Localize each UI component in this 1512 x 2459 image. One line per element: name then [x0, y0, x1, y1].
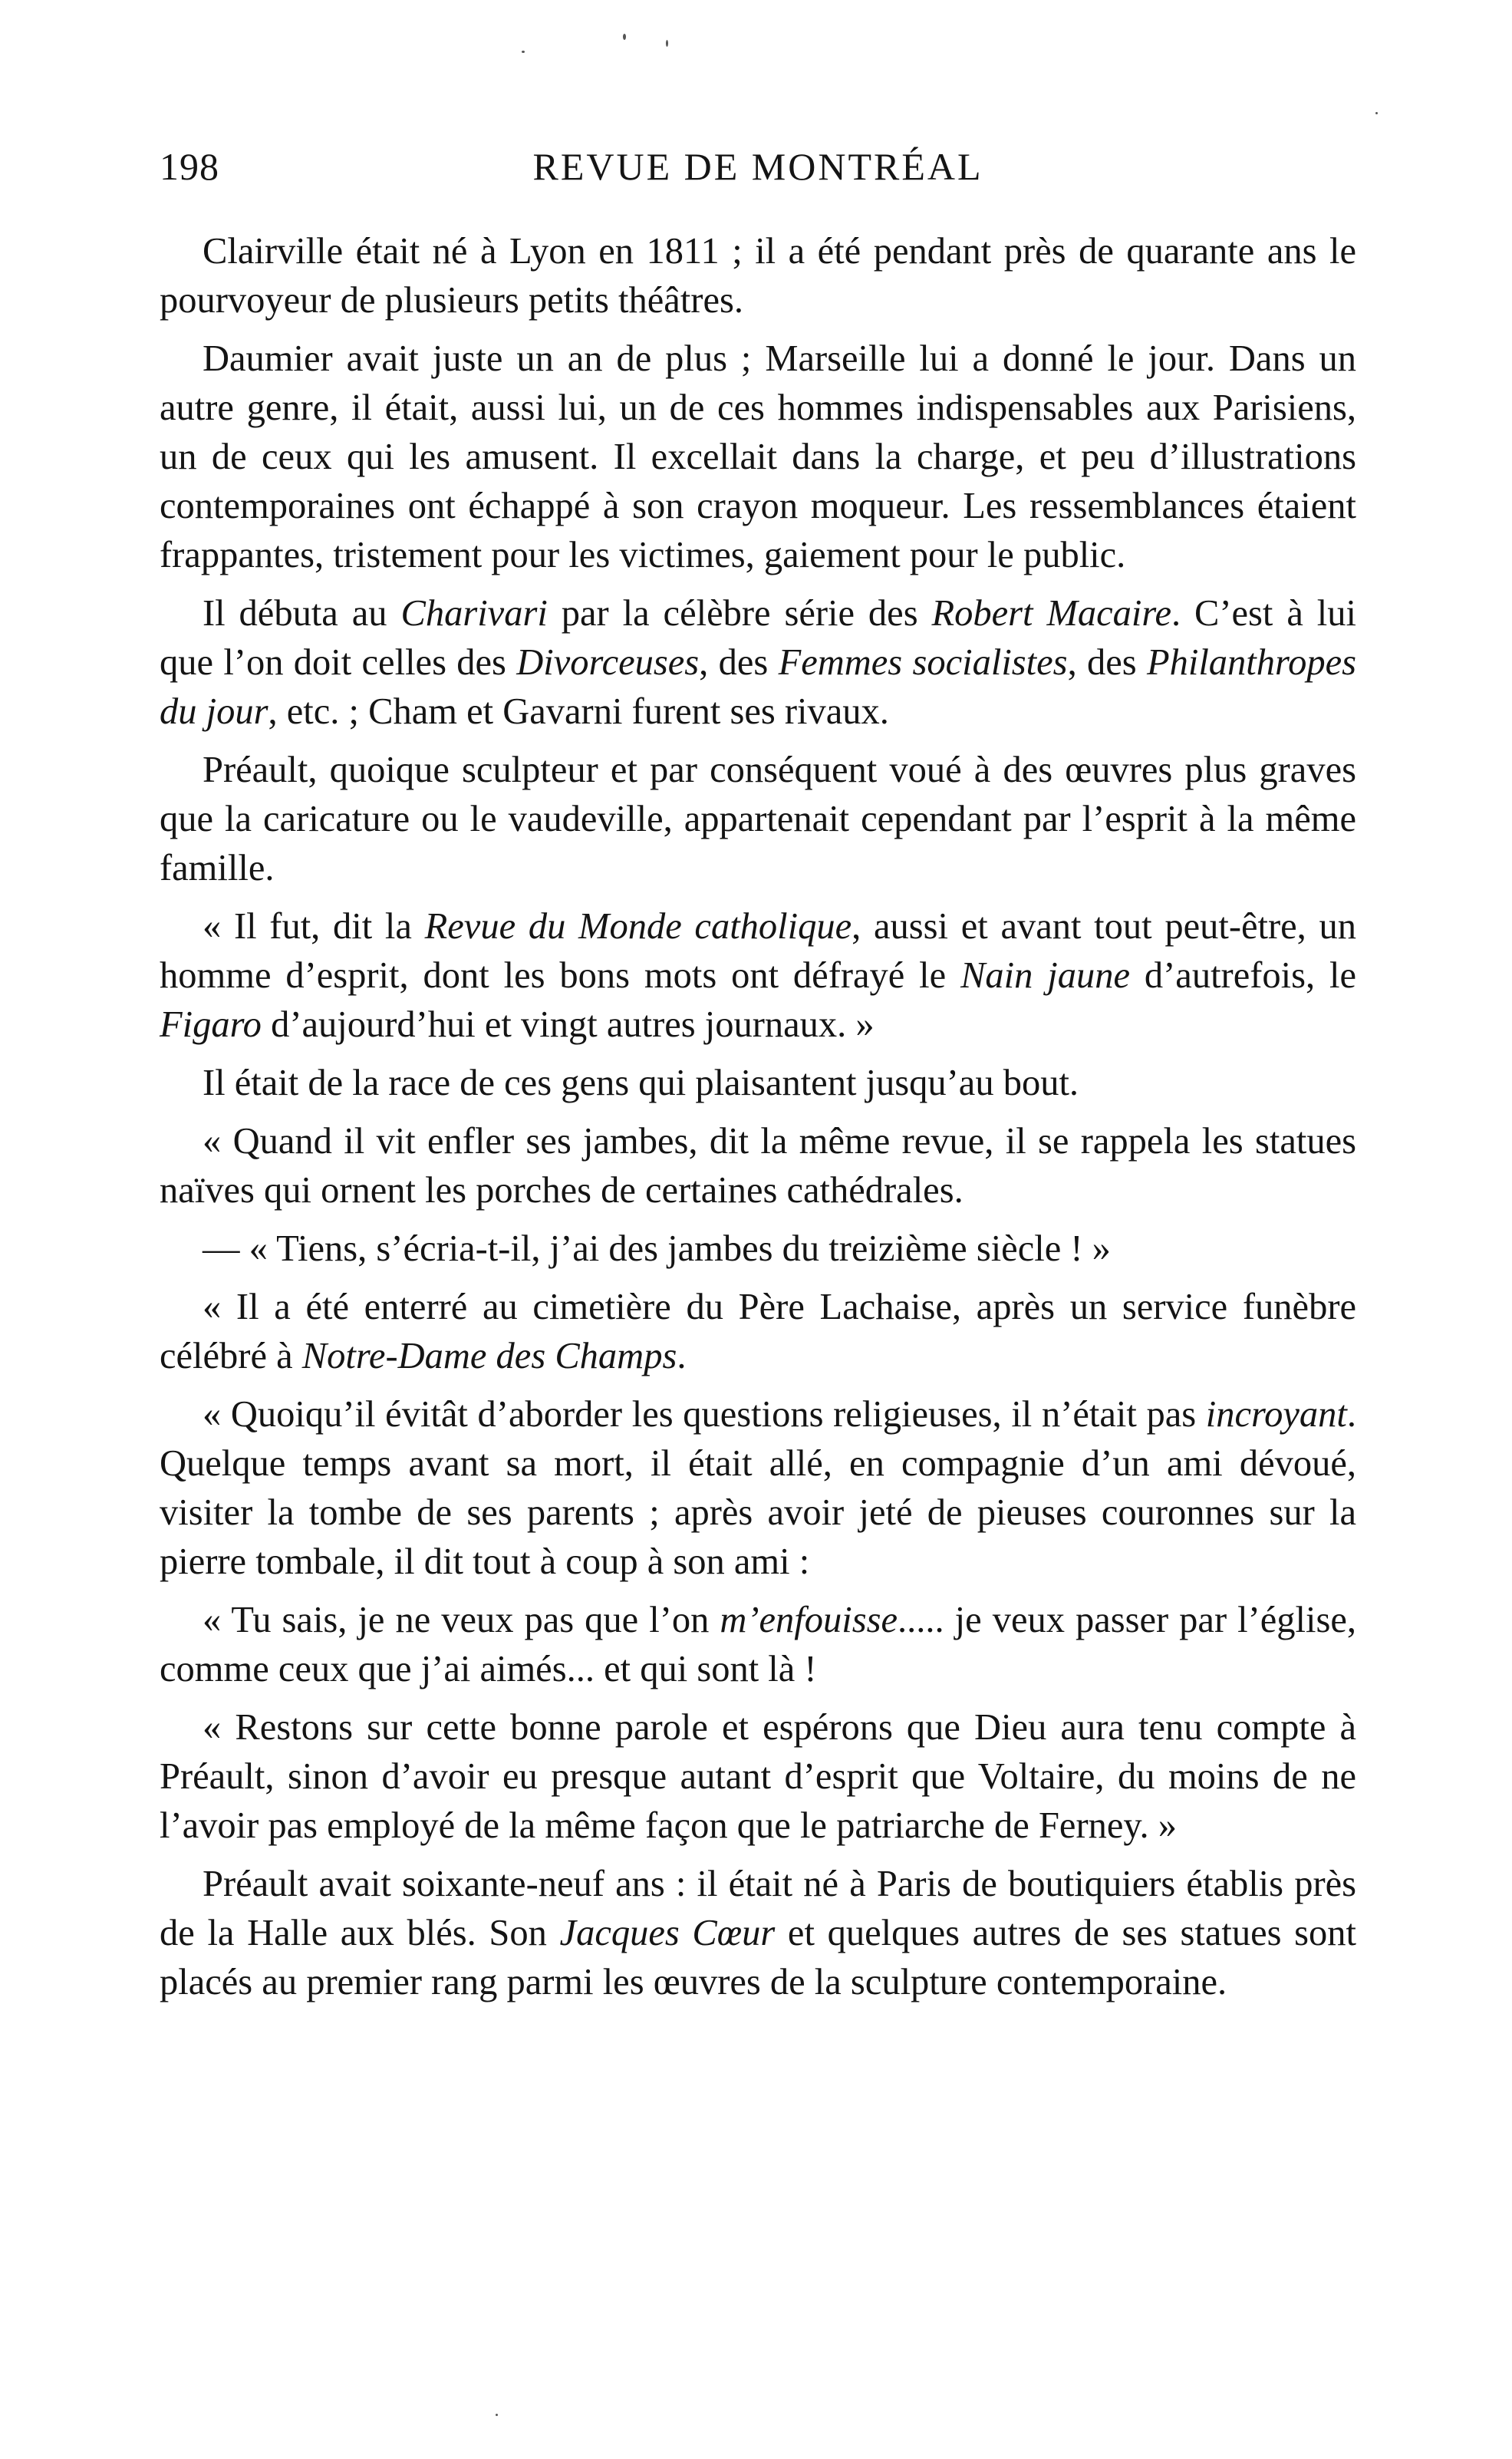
text-run: « Quoiqu’il évitât d’aborder les questions religieuses, il n’était pas: [203, 1394, 1206, 1435]
paragraph-race: [160, 1059, 1356, 1108]
text-run: , etc. ; Cham et Gavarni furent ses rivaux.: [268, 691, 889, 732]
text-run: — « Tiens, s’écria-t-il, j’ai des jambes du treizième siècle ! »: [203, 1228, 1111, 1269]
text-run: et quelques autres de ses statues sont placés au premier rang parmi les œuvres de la sculpture contemporaine.: [160, 1913, 1357, 2002]
paragraph-soixante-neuf: [160, 1860, 1356, 2007]
italic-title: m’enfouisse: [720, 1600, 898, 1640]
body-text: [160, 227, 1356, 2016]
text-run: d’aujourd’hui et vingt autres journaux. »: [261, 1004, 875, 1045]
text-run: Daumier avait juste un an de plus ; Marseille lui a donné le jour. Dans un autre genre, il était, aussi lui, un de ces hommes indispensables aux Parisiens, un de ceux qui les amusent. Il excellait dans la charge, et peu d’illustrations contemporaines ont échappé à son crayon moqueur. Les ressemblances étaient frappantes, tristement pour les victimes, gaiement pour le public.: [160, 338, 1356, 575]
page-number: 198: [160, 145, 219, 188]
paragraph-preault: [160, 746, 1356, 893]
italic-title: Charivari: [400, 593, 548, 634]
text-run: . C’est à lui que l’on doit celles des: [160, 593, 1356, 683]
text-run: par la célèbre série des: [547, 593, 932, 634]
italic-title: Revue du Monde catholique: [424, 906, 852, 947]
paragraph-charivari: [160, 589, 1356, 737]
text-run: « Il a été enterré au cimetière du Père Lachaise, après un service funèbre célébré à: [160, 1287, 1356, 1376]
italic-title: Robert Macaire: [931, 593, 1171, 634]
text-run: « Restons sur cette bonne parole et espérons que Dieu aura tenu compte à Préault, sinon d’avoir eu presque autant d’esprit que Voltaire, du moins de ne l’avoir pas employé de la même façon que le patriarche de Ferney. »: [160, 1707, 1356, 1846]
text-run: Préault, quoique sculpteur et par conséquent voué à des œuvres plus graves que la caricature ou le vaudeville, appartenait cependant par l’esprit à la même famille.: [160, 750, 1356, 888]
italic-title: Nain jaune: [960, 955, 1131, 996]
paragraph-clairville: [160, 227, 1356, 325]
text-run: Il était de la race de ces gens qui plaisantent jusqu’au bout.: [203, 1063, 1079, 1103]
paragraph-revue-monde: [160, 902, 1356, 1050]
text-run: . Quelque temps avant sa mort, il était allé, en compagnie d’un ami dévoué, visiter la tombe de ses parents ; après avoir jeté de pieuses couronnes sur la pierre tombale, il dit tout à coup à son ami :: [160, 1394, 1356, 1582]
text-run: Préault avait soixante-neuf ans : il était né à Paris de boutiquiers établis près de la Halle aux blés. Son: [160, 1864, 1356, 1953]
italic-title: Jacques Cœur: [559, 1913, 776, 1953]
text-run: ..... je veux passer par l’église, comme ceux que j’ai aimés... et qui sont là !: [160, 1600, 1356, 1689]
italic-title: Figaro: [160, 1004, 262, 1045]
text-run: , des: [699, 642, 779, 683]
italic-title: Divorceuses: [516, 642, 700, 683]
paragraph-jambes: [160, 1117, 1356, 1215]
text-run: Clairville était né à Lyon en 1811 ; il a été pendant près de quarante ans le pourvoyeur de plusieurs petits théâtres.: [160, 231, 1356, 321]
text-run: Il débuta au: [203, 593, 401, 634]
paragraph-quoiqu: [160, 1390, 1356, 1587]
paragraph-tu-sais: [160, 1596, 1356, 1694]
text-run: « Quand il vit enfler ses jambes, dit la même revue, il se rappela les statues naïves qui ornent les porches de certaines cathédrales.: [160, 1121, 1356, 1211]
text-run: .: [677, 1336, 687, 1376]
text-run: « Tu sais, je ne veux pas que l’on: [203, 1600, 720, 1640]
italic-title: Philanthropes du jour: [160, 642, 1356, 732]
running-title: REVUE DE MONTRÉAL: [532, 145, 983, 188]
italic-title: Femmes socialistes: [778, 642, 1068, 683]
paragraph-tiens: [160, 1225, 1356, 1274]
text-run: d’autrefois, le: [1130, 955, 1356, 996]
text-run: « Il fut, dit la: [203, 906, 425, 947]
paragraph-restons: [160, 1703, 1356, 1851]
paragraph-enterre: [160, 1283, 1356, 1381]
text-run: , aussi et avant tout peut-être, un homme d’esprit, dont les bons mots ont défrayé le: [160, 906, 1357, 996]
text-run: , des: [1067, 642, 1147, 683]
italic-title: Notre-Dame des Champs: [301, 1336, 677, 1376]
paragraph-daumier: [160, 335, 1356, 580]
page-header: [160, 144, 1356, 198]
italic-title: incroyant: [1205, 1394, 1347, 1435]
